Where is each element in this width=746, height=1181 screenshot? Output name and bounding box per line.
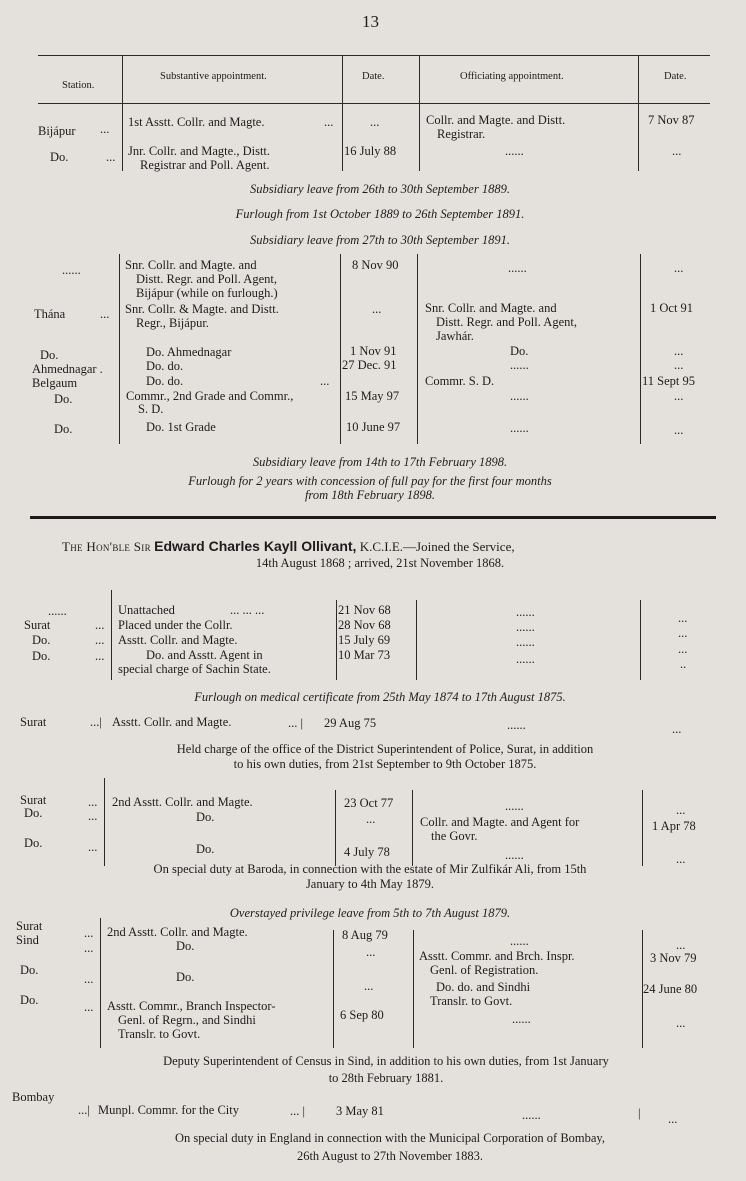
officiating-date-cell: ... [674, 423, 684, 437]
officiating-date-cell: ... [678, 642, 688, 656]
officiating-cell: Registrar. [437, 127, 486, 141]
officiating-cell: ...... [510, 934, 529, 948]
section-divider [30, 516, 716, 519]
officiating-date-cell: .. [680, 657, 687, 671]
station-cell: Surat [16, 919, 43, 933]
substantive-cell: Do. do. [146, 374, 184, 388]
officiating-date-cell: 11 Sept 95 [642, 374, 696, 388]
table-header-rule [38, 103, 710, 104]
date-cell: ... [372, 302, 382, 316]
officiating-date-cell: ... [672, 144, 682, 158]
duty-note: to his own duties, from 21st September to 9th October 1875. [233, 757, 537, 771]
col-rule [104, 778, 105, 866]
date-cell: 6 Sep 80 [340, 1008, 384, 1022]
substantive-cell: Unattached [118, 603, 175, 617]
col-rule [122, 56, 123, 171]
officiating-cell: Asstt. Commr. and Brch. Inspr. [419, 949, 575, 963]
date-cell: ... [366, 945, 376, 959]
leave-note: Subsidiary leave from 27th to 30th September 1891. [250, 233, 510, 247]
officiating-cell: ...... [510, 358, 529, 372]
substantive-cell: Asstt. Commr., Branch Inspector- [107, 999, 276, 1013]
officiating-cell: Jawhár. [436, 329, 474, 343]
station-cell: Do. [32, 649, 51, 663]
substantive-cell: Jnr. Collr. and Magte., Distt. [128, 144, 271, 158]
officer-heading [62, 538, 515, 555]
col-rule [640, 254, 641, 444]
leader-dots: ... [84, 1000, 94, 1014]
substantive-cell: Do. [196, 810, 215, 824]
station-cell: Surat [20, 715, 47, 729]
officiating-cell: Genl. of Registration. [430, 963, 539, 977]
col-rule [419, 56, 420, 171]
leave-note: Overstayed privilege leave from 5th to 7th August 1879. [229, 906, 511, 920]
station-cell: Do. [54, 392, 73, 406]
officiating-cell: ...... [505, 799, 524, 813]
officer-prefix: The Hon'ble Sir [62, 539, 151, 554]
leader-dots: ... [324, 115, 334, 129]
substantive-cell: Commr., 2nd Grade and Commr., [126, 389, 294, 403]
leader-dots: ... [100, 122, 110, 136]
officiating-cell: Collr. and Magte. and Agent for [420, 815, 580, 829]
substantive-cell: Do. 1st Grade [146, 420, 216, 434]
station-cell: Do. [24, 806, 43, 820]
station-cell: ...... [62, 263, 81, 277]
officiating-cell: ...... [522, 1108, 541, 1122]
leave-note: Furlough from 1st October 1889 to 26th September 1891. [235, 207, 525, 221]
col-rule [412, 790, 413, 866]
date-cell: 1 Nov 91 [350, 344, 397, 358]
leave-note: Furlough for 2 years with concession of full pay for the first four months [188, 474, 552, 488]
officiating-date-cell: 3 Nov 79 [650, 951, 697, 965]
date-cell: ... [364, 979, 374, 993]
substantive-cell: Translr. to Govt. [118, 1027, 201, 1041]
officiating-cell: ...... [507, 718, 526, 732]
duty-note: On special duty at Baroda, in connection with the estate of Mir Zulfikár Ali, from 15th [153, 862, 587, 876]
duty-note: Deputy Superintendent of Census in Sind, in addition to his own duties, from 1st January [163, 1054, 609, 1068]
officiating-cell: ...... [505, 848, 524, 862]
row-rule: | [638, 1106, 641, 1120]
officiating-cell: ...... [516, 635, 535, 649]
officiating-date-cell: ... [676, 1016, 686, 1030]
leader-dots: ... | [288, 716, 304, 730]
col-rule [640, 600, 641, 680]
header-officiating: Officiating appointment. [460, 71, 564, 82]
col-rule [335, 790, 336, 866]
officiating-cell: ...... [516, 652, 535, 666]
station-cell: Ahmednagar . [32, 362, 103, 376]
officiating-cell: ...... [516, 620, 535, 634]
leave-note: Furlough on medical certificate from 25th May 1874 to 17th August 1875. [194, 690, 566, 704]
leave-note: from 18th February 1898. [304, 488, 436, 502]
substantive-cell: Do. [176, 970, 195, 984]
substantive-cell: Munpl. Commr. for the City [98, 1103, 239, 1117]
officiating-date-cell: ... [674, 261, 684, 275]
substantive-cell: 2nd Asstt. Collr. and Magte. [107, 925, 248, 939]
col-rule [333, 930, 334, 1048]
col-rule [100, 918, 101, 1048]
station-cell: Surat [24, 618, 51, 632]
date-cell: ... [320, 374, 330, 388]
officiating-cell: Do. [510, 344, 529, 358]
station-cell: Sind [16, 933, 39, 947]
substantive-cell: Distt. Regr. and Poll. Agent, [136, 272, 277, 286]
col-rule [336, 600, 337, 680]
header-date: Date. [362, 71, 385, 82]
leader-dots: ... [84, 972, 94, 986]
duty-note: January to 4th May 1879. [305, 877, 435, 891]
officiating-cell: Commr. S. D. [425, 374, 495, 388]
col-rule [111, 590, 112, 680]
date-cell: 23 Oct 77 [344, 796, 394, 810]
station-cell: ...... [48, 604, 67, 618]
leader-dots: ... [95, 633, 105, 647]
header-station: Station. [62, 80, 95, 91]
substantive-cell: Asstt. Collr. and Magte. [118, 633, 238, 647]
duty-note: 26th August to 27th November 1883. [296, 1149, 484, 1163]
substantive-cell: Do. [176, 939, 195, 953]
officer-name: Edward Charles Kayll Ollivant, [154, 538, 357, 554]
station-cell: Do. [24, 836, 43, 850]
officiating-date-cell: ... [676, 803, 686, 817]
officiating-date-cell: ... [674, 389, 684, 403]
leave-note: Subsidiary leave from 26th to 30th September 1889. [250, 182, 510, 196]
header-date-2: Date. [664, 71, 687, 82]
leader-dots: ... [95, 618, 105, 632]
officiating-cell: the Govr. [431, 829, 478, 843]
substantive-cell: Placed under the Collr. [118, 618, 233, 632]
officiating-date-cell: ... [678, 626, 688, 640]
station-cell: Bombay [12, 1090, 55, 1104]
officiating-date-cell: ... [672, 722, 682, 736]
date-cell: 29 Aug 75 [324, 716, 377, 730]
table-top-rule [38, 55, 710, 56]
officiating-cell: Distt. Regr. and Poll. Agent, [436, 315, 577, 329]
date-cell: 4 July 78 [344, 845, 390, 859]
date-cell: 15 May 97 [345, 389, 400, 403]
leader-dots: ... [84, 926, 94, 940]
station-cell: Surat [20, 793, 47, 807]
substantive-cell: Do. and Asstt. Agent in [146, 648, 263, 662]
officiating-cell: ...... [512, 1012, 531, 1026]
officiating-date-cell: ... [674, 344, 684, 358]
col-rule [413, 930, 414, 1048]
substantive-cell: Snr. Collr. and Magte. and [125, 258, 257, 272]
date-cell: 10 June 97 [346, 420, 401, 434]
officiating-cell: ...... [516, 605, 535, 619]
station-cell: Do. [20, 993, 39, 1007]
leave-note: Subsidiary leave from 14th to 17th February 1898. [252, 455, 508, 469]
leader-dots: ... [88, 795, 98, 809]
substantive-cell: Bijápur (while on furlough.) [136, 286, 278, 300]
substantive-cell: Do. [196, 842, 215, 856]
station-cell: Do. [32, 633, 51, 647]
officiating-cell: Snr. Collr. and Magte. and [425, 301, 557, 315]
leader-dots: ... | [290, 1104, 306, 1118]
officiating-date-cell: ... [668, 1112, 678, 1126]
officiating-cell: Collr. and Magte. and Distt. [426, 113, 566, 127]
officiating-date-cell: ... [676, 852, 686, 866]
officiating-date-cell: ... [674, 358, 684, 372]
officiating-cell: Translr. to Govt. [430, 994, 513, 1008]
officiating-date-cell: ... [678, 611, 688, 625]
leader-dots: ... [106, 150, 116, 164]
duty-note: to 28th February 1881. [328, 1071, 444, 1085]
col-rule [342, 56, 343, 171]
officiating-date-cell: 24 June 80 [643, 982, 698, 996]
officiating-cell: ...... [508, 261, 527, 275]
duty-note: Held charge of the office of the District Superintendent of Police, Surat, in addition [176, 742, 594, 756]
station-cell: Bijápur [38, 124, 76, 138]
date-cell: 15 July 69 [338, 633, 391, 647]
station-cell: Do. [50, 150, 69, 164]
substantive-cell: special charge of Sachin State. [118, 662, 271, 676]
leader-dots: ... [88, 840, 98, 854]
col-rule [119, 254, 120, 444]
col-rule [340, 254, 341, 444]
date-cell: 8 Aug 79 [342, 928, 388, 942]
station-cell: Do. [40, 348, 59, 362]
officiating-date-cell: 1 Oct 91 [650, 301, 694, 315]
leader-dots: ... ... ... [230, 603, 265, 617]
page-number: 13 [362, 12, 379, 31]
col-rule [417, 254, 418, 444]
leader-dots: ... [84, 941, 94, 955]
substantive-cell: 1st Asstt. Collr. and Magte. [128, 115, 265, 129]
officiating-date-cell: ... [676, 938, 686, 952]
substantive-cell: Snr. Collr. & Magte. and Distt. [125, 302, 279, 316]
substantive-cell: 2nd Asstt. Collr. and Magte. [112, 795, 253, 809]
substantive-cell: Asstt. Collr. and Magte. [112, 715, 232, 729]
col-rule [416, 600, 417, 680]
duty-note: On special duty in England in connection with the Municipal Corporation of Bombay, [174, 1131, 605, 1145]
header-substantive: Substantive appointment. [160, 71, 267, 82]
officiating-cell: Do. do. and Sindhi [436, 980, 531, 994]
station-cell: Do. [20, 963, 39, 977]
date-cell: 3 May 81 [336, 1104, 384, 1118]
officer-joined: 14th August 1868 ; arrived, 21st November 1868. [255, 556, 505, 570]
leader-dots: ... [100, 307, 110, 321]
station-cell: Do. [54, 422, 73, 436]
col-rule [638, 56, 639, 171]
col-rule [642, 790, 643, 866]
date-cell: ... [366, 812, 376, 826]
officiating-cell: ...... [510, 389, 529, 403]
officiating-cell: ...... [510, 421, 529, 435]
date-cell: 28 Nov 68 [338, 618, 391, 632]
substantive-cell: Do. do. [146, 359, 184, 373]
officer-suffix: K.C.I.E.—Joined the Service, [359, 539, 515, 554]
substantive-cell: Genl. of Regrn., and Sindhi [118, 1013, 256, 1027]
date-cell: 8 Nov 90 [352, 258, 399, 272]
leader-dots: ... [88, 809, 98, 823]
leader-dots: ... [95, 649, 105, 663]
officiating-date-cell: 7 Nov 87 [648, 113, 695, 127]
date-cell: 27 Dec. 91 [342, 358, 397, 372]
substantive-cell: S. D. [138, 402, 164, 416]
leader-dots: ...| [90, 715, 102, 729]
substantive-cell: Registrar and Poll. Agent. [140, 158, 270, 172]
date-cell: 10 Mar 73 [338, 648, 391, 662]
station-cell: Belgaum [32, 376, 78, 390]
date-cell: ... [370, 115, 380, 129]
substantive-cell: Regr., Bijápur. [136, 316, 209, 330]
date-cell: 21 Nov 68 [338, 603, 391, 617]
officiating-cell: ...... [505, 144, 524, 158]
station-cell: Thána [34, 307, 66, 321]
date-cell: 16 July 88 [344, 144, 397, 158]
officiating-date-cell: 1 Apr 78 [652, 819, 696, 833]
substantive-cell: Do. Ahmednagar [146, 345, 232, 359]
leader-dots: ...| [78, 1103, 90, 1117]
